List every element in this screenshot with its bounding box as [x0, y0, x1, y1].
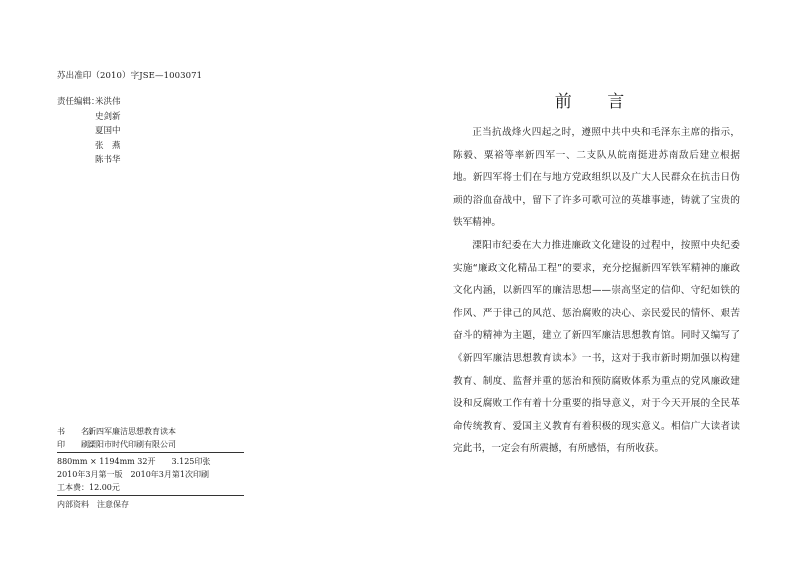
preface-body: [453, 122, 740, 461]
editor-name: 张 燕: [95, 140, 121, 151]
preface-title: 前 言: [554, 92, 640, 112]
editors-block: [57, 95, 121, 168]
editor-row: [57, 153, 121, 168]
colophon-divider: [57, 452, 244, 453]
publishing-permit: 苏出准印（2010）字JSE—1003071: [57, 71, 203, 81]
colophon-divider: [57, 495, 244, 496]
format-spec: 880mm × 1194mm 32开 3.125印张: [57, 457, 211, 466]
editor-name: 陈书华: [95, 155, 121, 165]
printer-label: 印 刷：: [57, 440, 97, 449]
printer-line: [57, 438, 244, 451]
preface-page: [397, 0, 794, 581]
book-title-line: [57, 425, 244, 438]
cost-info: 工本费：12.00元: [57, 483, 120, 492]
editors-label: 责任编辑：: [57, 97, 100, 107]
editor-row: [57, 110, 121, 125]
preface-paragraph: 溧阳市纪委在大力推进廉政文化建设的过程中，按照中央纪委实施“廉政文化精品工程”的要求，充分挖掘新四军铁军精神的廉政文化内涵，以新四军的廉洁思想——崇高坚定的信仰、守纪如铁的作风、严于律己的风范、惩治腐败的决心、亲民爱民的情怀、艰苦奋斗的精神为主题，建立了新四军廉洁思想教育馆。同时又编写了《新四军廉洁思想教育读本》一书，这对于我市新时期加强以构建教育、制度、监督并重的惩治和预防腐败体系为重点的党风廉政建设和反腐败工作有着十分重要的指导意义，对于今天开展的全民革命传统教育、爱国主义教育有着积极的现实意义。相信广大读者读完此书，一定会有所震撼，有所感悟，有所收获。: [453, 239, 740, 455]
editor-row: [57, 139, 121, 154]
printer-value: 溧阳市时代印刷有限公司: [88, 440, 176, 449]
editor-row: [57, 95, 121, 110]
editor-name: 史剑新: [95, 111, 121, 122]
book-title-value: 新四军廉洁思想教育读本: [88, 427, 176, 436]
preface-paragraph: 正当抗战烽火四起之时，遵照中共中央和毛泽东主席的指示，陈毅、粟裕等率新四军一、二支队从皖南挺进苏南敌后建立根据地。新四军将士们在与地方党政组织以及广大人民群众在抗击日伪顽的浴血奋战中，留下了许多可歌可泣的英雄事迹，铸就了宝贵的铁军精神。: [453, 127, 740, 229]
book-title-label: 书 名：: [57, 427, 97, 436]
editor-name: 夏国中: [95, 126, 121, 136]
editor-row: [57, 124, 121, 139]
edition-info: 2010年3月第一版 2010年3月第1次印刷: [57, 470, 209, 479]
editor-name: 米洪伟: [95, 97, 121, 107]
internal-notice: 内部资料 注意保存: [57, 500, 129, 509]
colophon: [57, 425, 244, 511]
